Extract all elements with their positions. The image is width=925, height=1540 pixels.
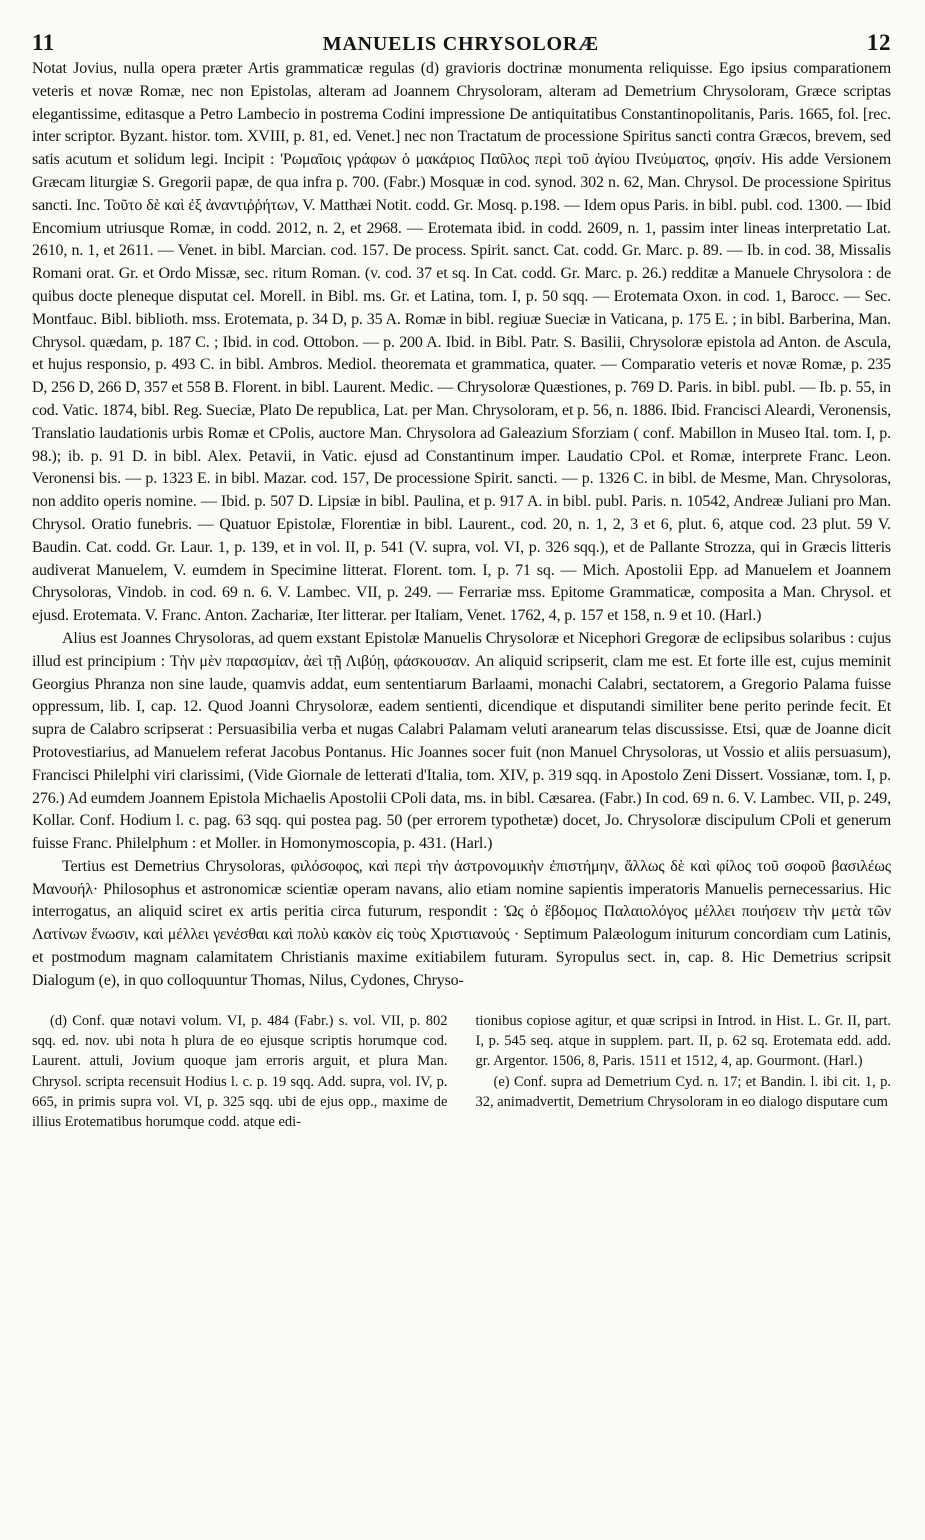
paragraph-demetrius: Tertius est Demetrius Chrysoloras, φιλόσοφος, καὶ περὶ τὴν ἀστρονομικὴν ἐπιστήμην, ἄλλως δὲ καὶ φίλος τοῦ σοφοῦ βασιλέως Μανουήλ· Philosophus et astronomicæ scientiæ operam navans, alio etiam nomine sapientis imperatoris Manuelis pernecessarius. Hic interrogatus, an aliquid sciret ex artis peritia circa futurum, respondit : Ὡς ὁ ἕβδομος Παλαιολόγος μέλλει ποιήσειν τὴν μετὰ τῶν Λατίνων ἕνωσιν, καὶ μέλλει γενέσθαι καὶ πολὺ κακὸν εἰς τοὺς Χριστιανούς · Septimum Palæologum initurum concordiam cum Latinis, et postmodum magnam calamitatem Christianis maxime exitiabilem futuram. Syropulus sect. in, cap. 8. Hic Demetrius scripsit Dialogum (e), in quo colloquuntur Thomas, Nilus, Cydones, Chryso-: [32, 857, 891, 989]
running-header: [32, 30, 891, 56]
paragraph-jovius: Notat Jovius, nulla opera præter Artis grammaticæ regulas (d) gravioris doctrinæ monumenta reliquisse. Ego ipsius comparationem veteris et novæ Romæ, nec non Epistolas, alteram ad Joannem Chrysoloram, alteram ad Demetrium Chrysoloram, Græce scriptas elegantissime, editasque a Petro Lambecio in postrema Codini impressione De antiquitatibus Constantinopolitanis, Paris. 1665, fol. [rec. inter scriptor. Byzant. histor. tom. XVIII, p. 81, ed. Venet.] nec non Tractatum de processione Spiritus sancti contra Græcos, brevem, sed satis acutum et solidum legi. Incipit : 'Ρωμαῖοις γράφων ὁ μακάριος Παῦλος περὶ τοῦ ἁγίου Πνεύματος, φησίν. His adde Versionem Græcam liturgiæ S. Gregorii papæ, de qua infra p. 700. (Fabr.) Mosquæ in cod. synod. 302 n. 62, Man. Chrysol. De processione Spiritus sancti. Inc. Τοῦτο δὲ καὶ ἐξ ἀναντιῤῥήτων, V. Matthæi Notit. codd. Gr. Mosq. p.198. — Idem opus Paris. in bibl. publ. cod. 1300. — Ibid Encomium utriusque Romæ, in codd. 2012, n. 2, et 2968. — Erotemata ibid. in codd. 2609, n. 1, passim inter lineas interpretatio Lat. 2610, n. 1, et 2611. — Venet. in bibl. Marcian. cod. 157. De process. Spirit. sanct. Cat. codd. Gr. Marc. p. 89. — Ib. in cod. 38, Missalis Romani orat. Gr. et Ordo Missæ, sec. ritum Roman. (v. cod. 37 et sq. In Cat. codd. Gr. Marc. p. 26.) redditæ a Manuele Chrysolora : de quibus docte pleneque disputat cel. Morell. in Bibl. ms. Gr. et Latina, tom. I, p. 50 sqq. — Erotemata Oxon. in cod. 1, Barocc. — Sec. Montfauc. Bibl. biblioth. mss. Erotemata, p. 34 D, p. 35 A. Romæ in bibl. regiuæ Sueciæ in Vaticana, p. 175 E. ; in bibl. Barberina, Man. Chrysol. quædam, p. 187 C. ; Ibid. in cod. Ottobon. — p. 200 A. Ibid. in Bibl. Patr. S. Basilii, Chrysoloræ epistola ad Anton. de Ascula, et hujus responsio, p. 493 C. in bibl. Ambros. Mediol. theoremata et grammatica, quater. — Comparatio veteris et novæ Romæ, p. 235 D, 256 D, 266 D, 357 et 558 B. Florent. in bibl. Laurent. Medic. — Chrysoloræ Quæstiones, p. 769 D. Paris. in bibl. publ. — Ib. p. 55, in cod. Vatic. 1874, bibl. Reg. Sueciæ, Plato De republica, Lat. per Man. Chrysoloram, et p. 56, n. 1886. Ibid. Francisci Aleardi, Veronensis, Translatio laudationis urbis Romæ et CPolis, auctore Man. Chrysolora ad Galeazium Sforziam ( conf. Mabillon in Museo Ital. tom. I, p. 98.); ib. p. 91 D. in bibl. Alex. Petavii, in Vatic. ejusd ad Constantinum imper. Laudatio CPol. et Romæ, interprete Franc. Leon. Veronensi bis. — p. 1323 E. in bibl. Mazar. cod. 157, De processione Spirit. sancti. — p. 1326 C. in bibl. de Mesme, Man. Chrysoloras, non addito operis nomine. — Ibid. p. 507 D. Lipsiæ in bibl. Paulina, et p. 917 A. in bibl. publ. Paris. n. 10542, Andreæ Juliani pro Man. Chrysol. Oratio funebris. — Quatuor Epistolæ, Florentiæ in bibl. Laurent., cod. 20, n. 1, 2, 3 et 6, plut. 6, atque cod. 23 plut. 59 V. Baudin. Cat. codd. Gr. Laur. 1, p. 139, et in vol. II, p. 541 (V. supra, vol. VI, p. 326 sqq.), et de Pallante Strozza, qui in Græcis litteris audiverat Manuelem, V. eumdem in Specimine litterat. Florent. tom. I, p. 71 sq. — Mich. Apostolii Epp. ad Manuelem et Joannem Chrysoloras, Vindob. in cod. 69 n. 6. V. Lambec. VII, p. 249. — Ferrariæ mss. Epitome Grammaticæ, composita a Man. Chrysol. et ejusd. Erotemata. V. Franc. Anton. Zachariæ, Iter litterar. per Italiam, Venet. 1762, 4, p. 157 et 158, n. 9 et 10. (Harl.): [32, 60, 891, 625]
page-number-right: 12: [867, 30, 891, 55]
footnotes: [32, 1011, 891, 1133]
main-text: [32, 58, 891, 993]
footnote-column-left: [32, 1011, 448, 1133]
page-number-left: 11: [32, 30, 55, 55]
footnote-d: (d) Conf. quæ notavi volum. VI, p. 484 (Fabr.) s. vol. VII, p. 802 sqq. ed. nov. ubi nota h plura de eo ejusque scriptis horumque cod. Laurent. attuli, Jovium quoque jam erroris arguit, et plura Man. Chrysol. scripta recensuit Hodius l. c. p. 19 sqq. Add. supra, vol. IV, p. 665, in primis supra vol. VI, p. 325 sqq. ubi de ejus opp., maxime de illius Erotematibus horumque codd. atque edi-: [32, 1012, 448, 1131]
footnote-column-right: [476, 1011, 892, 1133]
footnote-e: (e) Conf. supra ad Demetrium Cyd. n. 17; et Bandin. l. ibi cit. 1, p. 32, animadvertit, Demetrium Chrysoloram in eo dialogo disputare cum: [475, 1073, 891, 1110]
paragraph-joannes: Alius est Joannes Chrysoloras, ad quem exstant Epistolæ Manuelis Chrysoloræ et Nicephori Gregoræ de eclipsibus solaribus : cujus illud est principium : Τὴν μὲν παρασμίαν, ἀεὶ τῇ Λιβύῃ, φάσκουσαν. An aliquid scripserit, clam me est. Et forte ille est, cujus meminit Georgius Phranza non sine laude, quamvis addat, eum sententiarum Barlaami, monachi Calabri, sectatorem, a Gregorio Palama fuisse oppressum, lib. I, cap. 12. Quod Joanni Chrysoloræ, eadem sentienti, dicendique et disputandi similiter bene perito perinde fecit. Et supra de Calabro scripserat : Persuasibilia verba et nugas Calabri Palamam veluti aranearum telas discussisse. Etsi, quæ de Joanne dicit Protovestiarius, ad Manuelem referat Jacobus Pontanus. Hic Joannes socer fuit (non Manuel Chrysoloras, ut Vossio et aliis persuasum), Francisci Philelphi viri clarissimi, (Vide Giornale de letterati d'Italia, tom. XIV, p. 319 sqq. in Apostolo Zeni Dissert. Vossianæ, tom. I, p. 276.) Ad eumdem Joannem Epistola Michaelis Apostolii CPoli data, ms. in bibl. Cæsarea. (Fabr.) In cod. 69 n. 6. V. Lambec. VII, p. 249, Kollar. Conf. Hodium l. c. pag. 63 sqq. qui postea pag. 50 (per errorem typothetæ) docet, Jo. Chrysoloræ discipulum CPoli et generum fuisse Franc. Philelphum : et Moller. in Homonymoscopia, p. 431. (Harl.): [32, 629, 891, 853]
running-title: MANUELIS CHRYSOLORÆ: [322, 33, 599, 55]
footnote-d-continued: tionibus copiose agitur, et quæ scripsi in Introd. in Hist. L. Gr. II, part. I, p. 545 seq. atque in supplem. part. II, p. 62 sq. Erotemata edd. add. gr. Argentor. 1506, 8, Paris. 1511 et 1512, 4, ap. Gourmont. (Harl.): [475, 1012, 891, 1070]
